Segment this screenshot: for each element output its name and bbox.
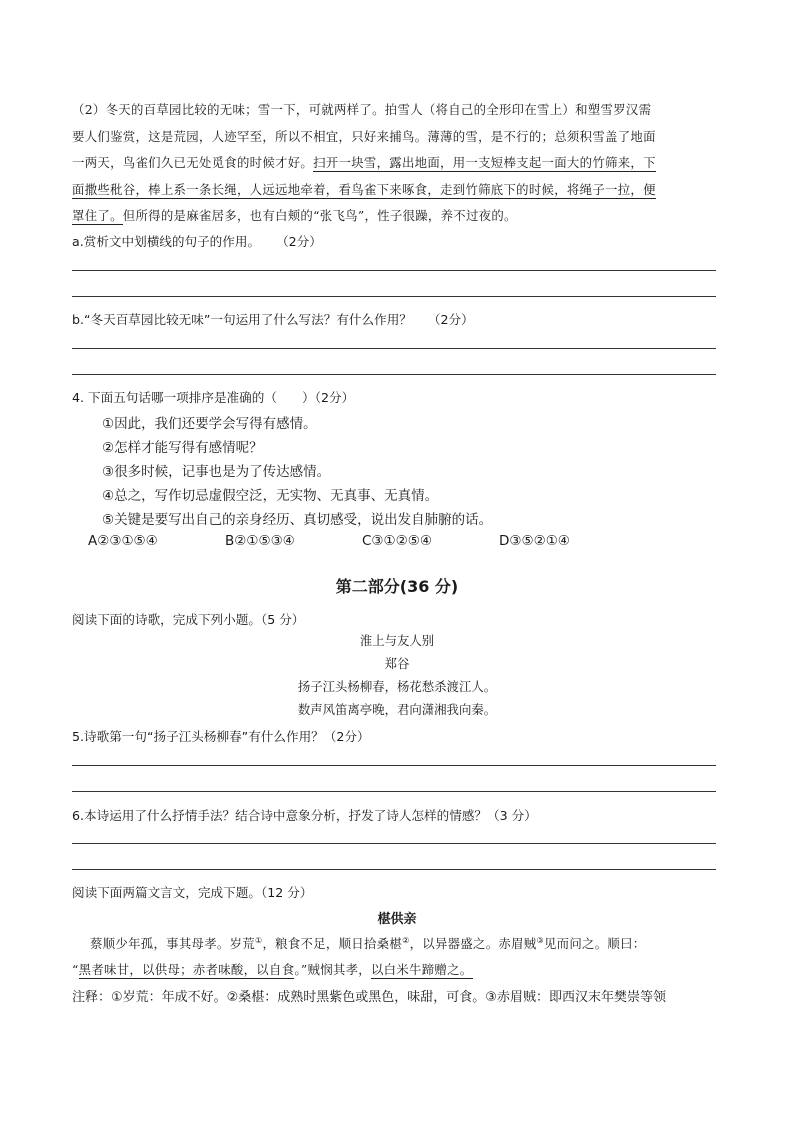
answer-line[interactable] (72, 843, 716, 844)
section-title: 第二部分(36 分) (335, 577, 459, 596)
answer-line[interactable] (72, 270, 716, 271)
underlined-sentence: 面撒些秕谷，棒上系一条长绳，人远远地牵着，看鸟雀下来啄食，走到竹筛底下的时候，将绳子一拉，便 (72, 182, 656, 197)
footnote-ref: ③ (536, 935, 544, 945)
passage-line-4 (72, 180, 656, 198)
q4-option-b[interactable]: B②①⑤③④ (225, 533, 295, 549)
underlined-sentence: 罩住了。 (72, 208, 123, 223)
passage-line-5: 罩住了。但所得的是麻雀居多，也有白颊的“张飞鸟”，性子很躁，养不过夜的。 (72, 208, 517, 223)
q4-sentence-3: ③很多时候，记事也是为了传达感情。 (102, 464, 331, 480)
classical-instruction: 阅读下面两篇文言文，完成下题。（12 分） (72, 885, 313, 900)
answer-line[interactable] (72, 296, 716, 297)
question-5: 5.诗歌第一句“扬子江头杨柳春”有什么作用？（2分） (72, 729, 370, 744)
classical-line-2: “黑者味甘，以供母；赤者味酸，以自食。”贼悯其孝，以白米牛蹄赠之。 (72, 962, 473, 977)
underlined-sentence: 以白米牛蹄赠之。 (370, 962, 473, 977)
passage-line-3: 一两天，鸟雀们久已无处觅食的时候才好。扫开一块雪，露出地面，用一支短棒支起一面大的竹筛来，下 (72, 155, 656, 170)
passage-line-2: 要人们鉴赏，这是荒园，人迹罕至，所以不相宜，只好来捕鸟。薄薄的雪，是不行的；总须积雪盖了地面 (72, 129, 656, 144)
passage-line-1: （2）冬天的百草园比较的无味；雪一下，可就两样了。拍雪人（将自己的全形印在雪上）和塑雪罗汉需 (72, 102, 652, 117)
q4-option-a[interactable]: A②③①⑤④ (88, 533, 158, 549)
classical-line-1: 蔡顺少年孤，事其母孝。岁荒①，粮食不足，顺日拾桑椹②，以异器盛之。赤眉贼③见而问之。顺曰： (90, 935, 646, 951)
underlined-sentence: 扫开一块雪，露出地面，用一支短棒支起一面大的竹筛来，下 (313, 155, 656, 170)
q4-option-d[interactable]: D③⑤②①④ (499, 533, 570, 549)
poem-title: 淮上与友人别 (359, 633, 435, 648)
poem-author: 郑谷 (384, 656, 410, 671)
answer-line[interactable] (72, 348, 716, 349)
classical-title: 椹供亲 (377, 912, 417, 927)
classical-notes: 注释：①岁荒：年成不好。②桑椹：成熟时黑紫色或黑色，味甜，可食。③赤眉贼：即西汉末年樊崇等领 (72, 990, 666, 1005)
question-4-stem: 4. 下面五句话哪一项排序是准确的（ ）（2分） (72, 390, 355, 405)
answer-line[interactable] (72, 791, 716, 792)
underlined-sentence: 黑者味甘，以供母；赤者味酸，以自食 (78, 962, 295, 977)
answer-line[interactable] (72, 765, 716, 766)
poem-line-1: 扬子江头杨柳春，杨花愁杀渡江人。 (297, 679, 497, 694)
footnote-ref: ② (402, 935, 410, 945)
question-a: a.赏析文中划横线的句子的作用。 （2分） (72, 234, 322, 249)
poem-line-2: 数声风笛离亭晚，君向潇湘我向秦。 (297, 702, 497, 717)
poem-instruction: 阅读下面的诗歌，完成下列小题。（5 分） (72, 612, 305, 627)
question-6: 6.本诗运用了什么抒情手法？结合诗中意象分析，抒发了诗人怎样的情感？（3 分） (72, 808, 537, 823)
q4-sentence-2: ②怎样才能写得有感情呢？ (102, 440, 263, 456)
footnote-ref: ① (254, 935, 263, 945)
q4-sentence-4: ④总之，写作切忌虚假空泛，无实物、无真事、无真情。 (102, 488, 439, 504)
answer-line[interactable] (72, 374, 716, 375)
q4-option-c[interactable]: C③①②⑤④ (362, 533, 432, 549)
q4-sentence-1: ①因此，我们还要学会写得有感情。 (102, 416, 317, 432)
q4-sentence-5: ⑤关键是要写出自己的亲身经历、真切感受，说出发自肺腑的话。 (102, 512, 493, 528)
answer-line[interactable] (72, 869, 716, 870)
question-b: b.“冬天百草园比较无味”一句运用了什么写法？有什么作用？ （2分） (72, 312, 474, 327)
